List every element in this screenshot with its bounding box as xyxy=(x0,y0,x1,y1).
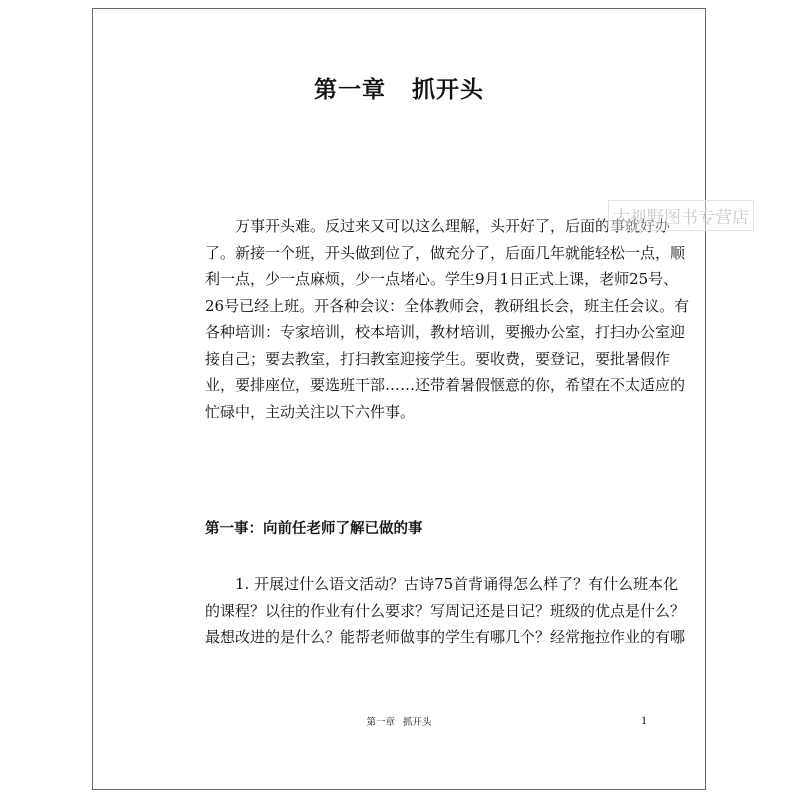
chapter-label: 第一章 xyxy=(314,77,386,103)
footer-chapter-title: 抓开头 xyxy=(403,717,432,728)
text-line: 的课程？以往的作业有什么要求？写周记还是日记？班级的优点是什么？ xyxy=(205,601,686,620)
footer-chapter-label: 第一章 xyxy=(366,717,395,728)
chapter-title xyxy=(93,71,705,104)
store-watermark: 大视野图书专营店 xyxy=(608,200,754,231)
text-line: 利一点，少一点麻烦，少一点堵心。学生9月1日正式上课，老师25号、 xyxy=(205,270,679,288)
text-line: 1. 开展过什么语文活动？古诗75首背诵得怎么样了？有什么班本化 xyxy=(235,575,679,593)
text-line: 26号已经上班。开各种会议：全体教师会，教研组长会，班主任会议。有 xyxy=(205,296,690,315)
text-line: 忙碌中，主动关注以下六件事。 xyxy=(205,402,416,421)
text-line: 业，要排座位，要选班干部……还带着暑假惬意的你，希望在不太适应的 xyxy=(205,376,686,394)
text-line: 万事开头难。反过来又可以这么理解，头开好了，后面的事就好办 xyxy=(235,217,671,235)
text-line: 了。新接一个班，开头做到位了，做充分了，后面几年就能轻松一点，顺 xyxy=(205,243,686,262)
page-number: 1 xyxy=(641,713,647,727)
intro-paragraph xyxy=(205,213,690,425)
item-paragraph xyxy=(205,571,686,651)
chapter-name: 抓开头 xyxy=(412,77,484,103)
running-footer xyxy=(93,714,705,728)
section-heading: 第一事：向前任老师了解已做的事 xyxy=(205,521,423,537)
text-line: 最想改进的是什么？能帮老师做事的学生有哪几个？经常拖拉作业的有哪 xyxy=(205,628,686,646)
text-line: 各种培训：专家培训，校本培训，教材培训，要搬办公室，打扫办公室迎 xyxy=(205,323,686,341)
text-line: 接自己；要去教室，打扫教室迎接学生。要收费，要登记，要批暑假作 xyxy=(205,349,671,368)
book-page xyxy=(92,8,706,790)
